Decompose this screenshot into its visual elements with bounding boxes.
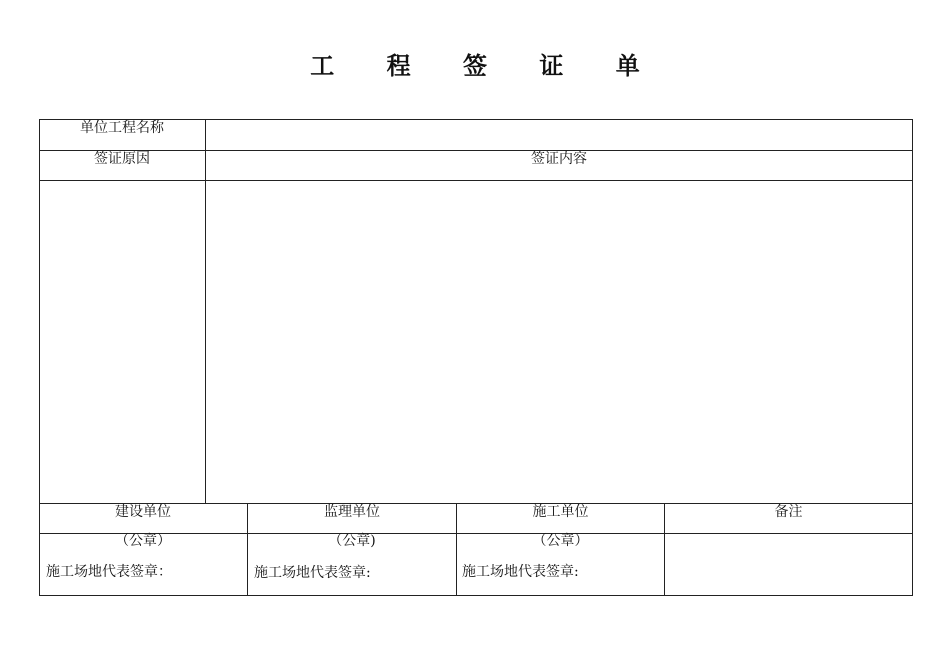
supervision-unit-signature-label: 施工场地代表签章: — [254, 565, 371, 581]
table-divider-row2 — [39, 180, 913, 181]
contractor-unit-signature-label: 施工场地代表签章: — [462, 564, 579, 580]
construction-unit-header: 建设单位 — [115, 504, 171, 520]
project-name-field[interactable] — [211, 120, 907, 149]
content-field[interactable] — [211, 185, 907, 499]
reason-field[interactable] — [43, 185, 201, 499]
reason-header: 签证原因 — [94, 151, 150, 167]
table-border-bottom — [39, 595, 913, 596]
project-name-label: 单位工程名称 — [80, 120, 164, 136]
content-header: 签证内容 — [531, 151, 587, 167]
supervision-unit-header: 监理单位 — [324, 504, 380, 520]
document-title: 工 程 签 证 单 — [310, 51, 662, 80]
table-divider-label-col — [205, 119, 206, 503]
contractor-unit-seal: （公章） — [532, 533, 589, 549]
supervision-unit-seal: （公章) — [328, 533, 376, 549]
table-border-left — [39, 119, 40, 596]
remarks-field[interactable] — [670, 538, 906, 590]
remarks-header: 备注 — [774, 504, 803, 520]
table-border-right — [912, 119, 913, 596]
construction-unit-signature-label: 施工场地代表签章： — [46, 564, 172, 580]
contractor-unit-header: 施工单位 — [532, 504, 589, 520]
construction-unit-seal: （公章） — [115, 533, 171, 549]
visa-form-table — [39, 119, 913, 596]
